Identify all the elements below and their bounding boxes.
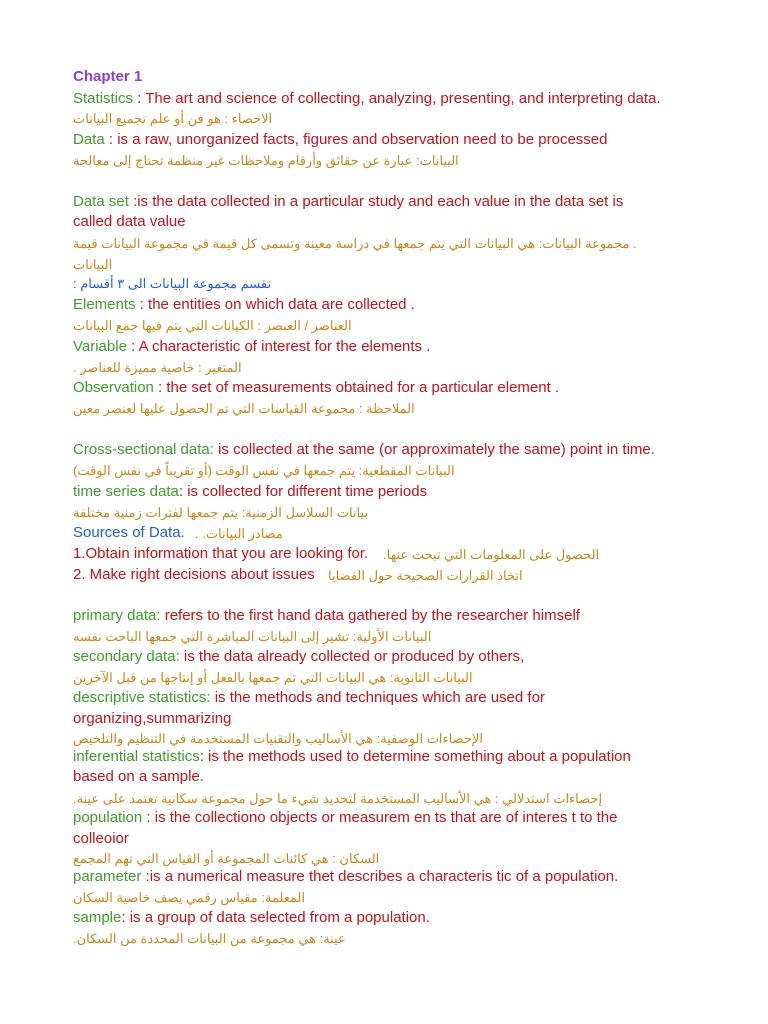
parameter-def: :is a numerical measure thet describes a characteris tic of a population. — [141, 868, 619, 885]
time-series-def: : is collected for different time periods — [178, 483, 428, 500]
statistics-term: Statistics — [73, 90, 134, 107]
data-arabic: البيانات: عبارة عن حقائق وأرقام وملاحظات غير منظمة تحتاج إلى معالجة — [73, 153, 459, 168]
variable-term: Variable — [73, 338, 127, 355]
data-def: : is a raw, unorganized facts, figures and observation need to be processed — [104, 131, 608, 148]
sources-heading — [73, 524, 283, 542]
population-def2: colleoior — [73, 830, 129, 847]
time-series-definition — [73, 483, 427, 501]
cross-sectional-term: Cross-sectional data: — [73, 441, 214, 458]
source-1-ar: الحصول على المعلومات التي تبحث عنها. — [383, 547, 600, 562]
observation-def: : the set of measurements obtained for a particular element . — [153, 379, 560, 396]
variable-definition — [73, 338, 430, 356]
primary-data-def: refers to the first hand data gathered by the researcher himself — [160, 607, 580, 624]
primary-data-definition — [73, 607, 580, 625]
secondary-data-term: secondary data: — [73, 648, 180, 665]
source-2-ar: اتخاذ القرارات الصحيحة حول القضايا — [328, 568, 523, 583]
parameter-term: parameter — [73, 868, 142, 885]
descriptive-statistics-definition — [73, 689, 545, 707]
inferential-statistics-def1: : is the methods used to determine something about a population — [199, 748, 631, 765]
cross-sectional-def: is collected at the same (or approximately the same) point in time. — [213, 441, 655, 458]
sample-term: sample — [73, 909, 122, 926]
time-series-term: time series data — [73, 483, 179, 500]
descriptive-statistics-term: descriptive statistics: — [73, 689, 211, 706]
primary-data-term: primary data: — [73, 607, 161, 624]
statistics-definition — [73, 90, 661, 108]
source-2 — [73, 566, 523, 584]
observation-definition — [73, 379, 559, 397]
variable-arabic: المتغير : خاصية مميزة للعناصر . — [73, 360, 242, 375]
elements-definition — [73, 296, 415, 314]
observation-term: Observation — [73, 379, 154, 396]
dataset-term: Data set — [73, 193, 129, 210]
dataset-arabic-1: . مجموعة البيانات: هي البيانات التي يتم جمعها في دراسة معينة وتسمى كل قيمة في مجموعة البيانات قيمة — [73, 236, 637, 251]
dataset-def1: :is the data collected in a particular study and each value in the data set is — [128, 193, 624, 210]
elements-term: Elements — [73, 296, 136, 313]
secondary-data-def: is the data already collected or produced by others, — [179, 648, 525, 665]
data-definition — [73, 131, 608, 149]
sample-definition — [73, 909, 430, 927]
source-1 — [73, 545, 600, 563]
variable-def: : A characteristic of interest for the elements . — [126, 338, 431, 355]
inferential-statistics-definition — [73, 748, 631, 766]
dataset-def2: called data value — [73, 213, 186, 230]
population-def1: : is the collectiono objects or measurem en ts that are of interes t to the — [142, 809, 618, 826]
time-series-arabic: بيانات السلاسل الزمنية: يتم جمعها لفترات زمنية مختلفة — [73, 505, 369, 520]
secondary-data-arabic: البيانات الثانوية: هي البيانات التي تم جمعها بالفعل أو إنتاجها من قبل الآخرين — [73, 670, 473, 685]
primary-data-arabic: البيانات الأولية: تشير إلى البيانات المباشرة التي جمعها الباحث نفسه — [73, 629, 432, 644]
sample-def: : is a group of data selected from a population. — [121, 909, 430, 926]
elements-def: : the entities on which data are collected . — [135, 296, 415, 313]
statistics-arabic: الاحصاء : هو فن أو علم تجميع البيانات — [73, 111, 273, 126]
descriptive-statistics-def1: is the methods and techniques which are used for — [210, 689, 545, 706]
chapter-title: Chapter 1 — [73, 68, 143, 85]
population-arabic: السكان : هي كائنات المجموعة أو القياس التي تهم المجمع — [73, 851, 380, 866]
parameter-arabic: المعلمة: مقياس رقمي يصف خاصية السكان — [73, 890, 306, 905]
statistics-def: : The art and science of collecting, analyzing, presenting, and interpreting data. — [133, 90, 661, 107]
dataset-definition — [73, 193, 623, 211]
sample-arabic: عينة: هي مجموعة من البيانات المحددة من السكان. — [73, 931, 346, 946]
data-term: Data — [73, 131, 105, 148]
parameter-definition — [73, 868, 618, 886]
cross-sectional-definition — [73, 441, 655, 459]
inferential-statistics-def2: based on a sample. — [73, 768, 204, 785]
population-term: population — [73, 809, 143, 826]
source-2-en: 2. Make right decisions about issues — [73, 566, 315, 583]
elements-arabic: العناصر / العنصر : الكيانات التي يتم فيها جمع البيانات — [73, 318, 352, 333]
sources-ar: مصادر البيانات. . — [195, 526, 283, 541]
inferential-statistics-arabic: إحصاءات استدلالي : هي الأساليب المستخدمة لتحديد شيء ما حول مجموعة سكانية تعتمد على عينة. — [73, 791, 603, 806]
division-heading: نقسم مجموعة البيانات الى ٣ أقسام : — [73, 276, 272, 291]
descriptive-statistics-arabic: الإحصاءات الوصفية: هي الأساليب والتقنيات المستخدمة في التنظيم والتلخيص — [73, 731, 483, 746]
cross-sectional-arabic: البيانات المقطعية: يتم جمعها في نفس الوقت (أو تقريباً في نفس الوقت) — [73, 463, 455, 478]
population-definition — [73, 809, 617, 827]
dataset-arabic-2: البيانات — [73, 257, 113, 272]
descriptive-statistics-def2: organizing,summarizing — [73, 710, 232, 727]
source-1-en: 1.Obtain information that you are looking for. — [73, 545, 369, 562]
sources-en: Sources of Data. — [73, 524, 185, 541]
observation-arabic: الملاحظة : مجموعة القياسات التي تم الحصول عليها لعنصر معين — [73, 401, 415, 416]
inferential-statistics-term: inferential statistics — [73, 748, 200, 765]
secondary-data-definition — [73, 648, 524, 666]
